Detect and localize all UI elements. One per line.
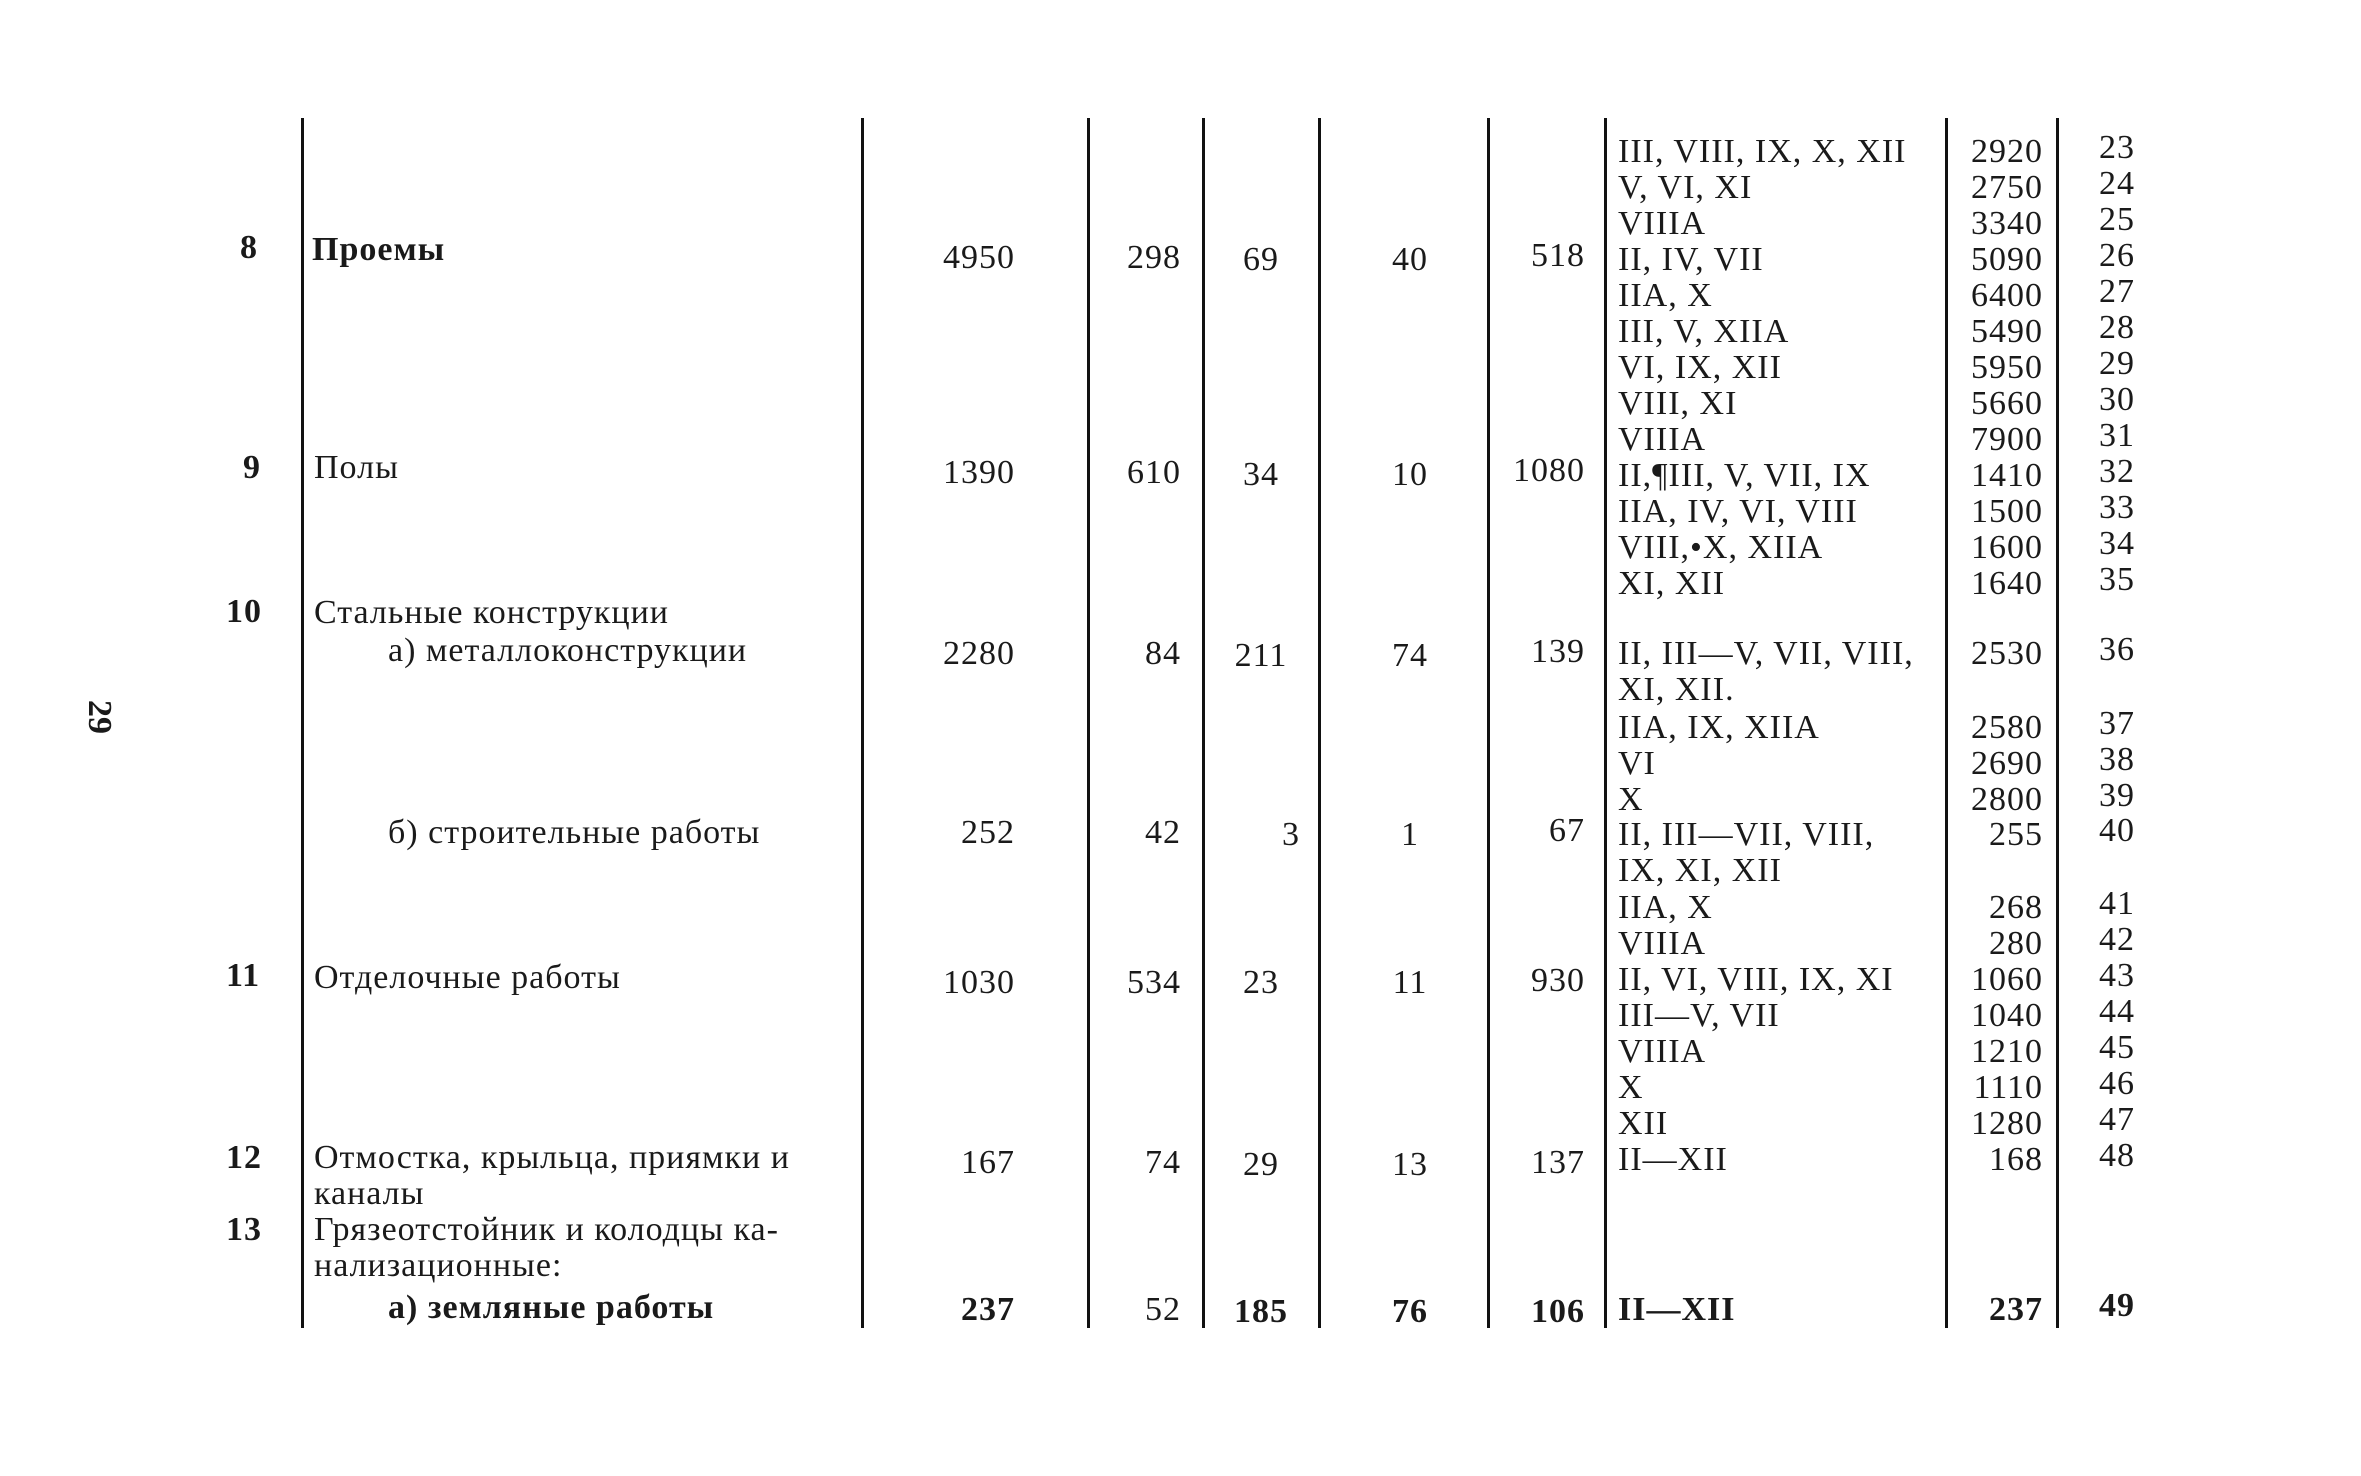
row-name: Проемы [312, 231, 446, 268]
row-name: нализационные: [314, 1247, 563, 1284]
region-list: VIII,•X, XIIA [1618, 529, 1824, 566]
position-number: 25 [2099, 201, 2135, 238]
region-list: V, VI, XI [1618, 169, 1753, 206]
region-list: XII [1618, 1105, 1669, 1142]
row-value: 42 [1145, 814, 1181, 851]
row-number: 8 [240, 229, 258, 266]
region-list: XI, XII [1618, 565, 1726, 602]
position-number: 46 [2099, 1065, 2135, 1102]
row-value: 298 [1127, 239, 1181, 276]
row-value: 3 [1282, 816, 1300, 853]
region-list: II—XII [1618, 1141, 1728, 1178]
position-number: 34 [2099, 525, 2135, 562]
row-value: 40 [1392, 241, 1428, 278]
position-number: 48 [2099, 1137, 2135, 1174]
region-value: 1210 [1971, 1033, 2043, 1070]
position-number: 36 [2099, 631, 2135, 668]
row-name: б) строительные работы [388, 814, 761, 851]
row-number: 12 [226, 1139, 262, 1176]
row-value: 13 [1392, 1146, 1428, 1183]
region-list: VI [1618, 745, 1656, 782]
region-value: 268 [1989, 889, 2043, 926]
region-value: 1110 [1973, 1069, 2043, 1106]
region-value: 2690 [1971, 745, 2043, 782]
column-rule [2056, 118, 2059, 1328]
row-value: 1 [1401, 816, 1419, 853]
region-value: 5950 [1971, 349, 2043, 386]
page-number: 29 [81, 700, 118, 734]
row-value: 211 [1234, 637, 1288, 674]
position-number: 23 [2099, 129, 2135, 166]
region-value: 1280 [1971, 1105, 2043, 1142]
row-number: 9 [243, 449, 261, 486]
row-value: 10 [1392, 456, 1428, 493]
region-value: 3340 [1971, 205, 2043, 242]
row-value: 167 [961, 1144, 1015, 1181]
region-value: 2920 [1971, 133, 2043, 170]
region-list: VIIIA [1618, 205, 1707, 242]
region-list: II, III—V, VII, VIII, [1618, 635, 1914, 672]
region-value: 2750 [1971, 169, 2043, 206]
region-list: IIA, X [1618, 277, 1713, 314]
position-number: 42 [2099, 921, 2135, 958]
row-name: а) земляные работы [388, 1289, 715, 1326]
row-value: 252 [961, 814, 1015, 851]
position-number: 49 [2099, 1287, 2135, 1324]
position-number: 39 [2099, 777, 2135, 814]
column-rule [301, 118, 304, 1328]
row-value: 84 [1145, 635, 1181, 672]
row-value: 534 [1127, 964, 1181, 1001]
row-value: 11 [1392, 964, 1428, 1001]
column-rule [1604, 118, 1607, 1328]
region-list: VIIIA [1618, 925, 1707, 962]
row-value: 1030 [943, 964, 1015, 1001]
region-value: 6400 [1971, 277, 2043, 314]
region-value: 1500 [1971, 493, 2043, 530]
row-name: Грязеотстойник и колодцы ка- [314, 1211, 779, 1248]
region-value: 2580 [1971, 709, 2043, 746]
row-value: 930 [1531, 962, 1585, 999]
row-value: 74 [1145, 1144, 1181, 1181]
position-number: 44 [2099, 993, 2135, 1030]
position-number: 43 [2099, 957, 2135, 994]
region-list: II,¶III, V, VII, IX [1618, 457, 1871, 494]
region-value: 255 [1989, 816, 2043, 853]
row-value: 1080 [1513, 452, 1585, 489]
region-value: 1410 [1971, 457, 2043, 494]
position-number: 40 [2099, 812, 2135, 849]
region-list: VI, IX, XII [1618, 349, 1782, 386]
column-rule [1087, 118, 1090, 1328]
row-name: каналы [314, 1175, 425, 1212]
position-number: 31 [2099, 417, 2135, 454]
region-value: 1040 [1971, 997, 2043, 1034]
row-value: 518 [1531, 237, 1585, 274]
region-value: 5490 [1971, 313, 2043, 350]
column-rule [861, 118, 864, 1328]
region-list: X [1618, 781, 1644, 818]
row-name: Полы [314, 449, 399, 486]
position-number: 27 [2099, 273, 2135, 310]
row-value: 74 [1392, 637, 1428, 674]
row-value: 106 [1531, 1293, 1585, 1330]
region-value: 280 [1989, 925, 2043, 962]
region-list: XI, XII. [1618, 671, 1735, 708]
region-value: 5090 [1971, 241, 2043, 278]
position-number: 33 [2099, 489, 2135, 526]
region-list: IIA, X [1618, 889, 1713, 926]
position-number: 37 [2099, 705, 2135, 742]
row-value: 610 [1127, 454, 1181, 491]
region-list: III—V, VII [1618, 997, 1780, 1034]
row-value: 139 [1531, 633, 1585, 670]
row-value: 23 [1243, 964, 1279, 1001]
position-number: 30 [2099, 381, 2135, 418]
row-value: 29 [1243, 1146, 1279, 1183]
position-number: 24 [2099, 165, 2135, 202]
region-list: X [1618, 1069, 1644, 1106]
region-list: III, V, XIIA [1618, 313, 1790, 350]
region-list: II, VI, VIII, IX, XI [1618, 961, 1894, 998]
column-rule [1487, 118, 1490, 1328]
region-list: II, IV, VII [1618, 241, 1764, 278]
row-value: 1390 [943, 454, 1015, 491]
region-list: IIA, IX, XIIA [1618, 709, 1820, 746]
region-list: VIIIA [1618, 1033, 1707, 1070]
region-list: II—XII [1618, 1291, 1736, 1328]
column-rule [1318, 118, 1321, 1328]
position-number: 45 [2099, 1029, 2135, 1066]
row-value: 2280 [943, 635, 1015, 672]
row-value: 34 [1243, 456, 1279, 493]
row-number: 11 [226, 957, 261, 994]
row-number: 13 [226, 1211, 262, 1248]
row-name: Стальные конструкции [314, 594, 670, 631]
row-value: 76 [1392, 1293, 1428, 1330]
row-value: 185 [1234, 1293, 1288, 1330]
row-value: 237 [961, 1291, 1015, 1328]
region-value: 2800 [1971, 781, 2043, 818]
row-name: Отделочные работы [314, 959, 621, 996]
row-value: 69 [1243, 241, 1279, 278]
region-list: IIA, IV, VI, VIII [1618, 493, 1858, 530]
region-list: III, VIII, IX, X, XII [1618, 133, 1907, 170]
row-value: 67 [1549, 812, 1585, 849]
region-value: 1600 [1971, 529, 2043, 566]
position-number: 29 [2099, 345, 2135, 382]
position-number: 38 [2099, 741, 2135, 778]
row-value: 4950 [943, 239, 1015, 276]
row-number: 10 [226, 593, 262, 630]
region-value: 7900 [1971, 421, 2043, 458]
position-number: 26 [2099, 237, 2135, 274]
region-value: 237 [1989, 1291, 2043, 1328]
position-number: 47 [2099, 1101, 2135, 1138]
region-list: VIII, XI [1618, 385, 1738, 422]
region-list: VIIIA [1618, 421, 1707, 458]
region-value: 1640 [1971, 565, 2043, 602]
position-number: 41 [2099, 885, 2135, 922]
position-number: 28 [2099, 309, 2135, 346]
row-name: а) металлоконструкции [388, 632, 748, 669]
region-value: 5660 [1971, 385, 2043, 422]
row-value: 52 [1145, 1291, 1181, 1328]
row-name: Отмостка, крыльца, приямки и [314, 1139, 790, 1176]
position-number: 35 [2099, 561, 2135, 598]
region-list: II, III—VII, VIII, [1618, 816, 1875, 853]
region-value: 168 [1989, 1141, 2043, 1178]
region-value: 2530 [1971, 635, 2043, 672]
row-value: 137 [1531, 1144, 1585, 1181]
position-number: 32 [2099, 453, 2135, 490]
region-list: IX, XI, XII [1618, 852, 1782, 889]
region-value: 1060 [1971, 961, 2043, 998]
